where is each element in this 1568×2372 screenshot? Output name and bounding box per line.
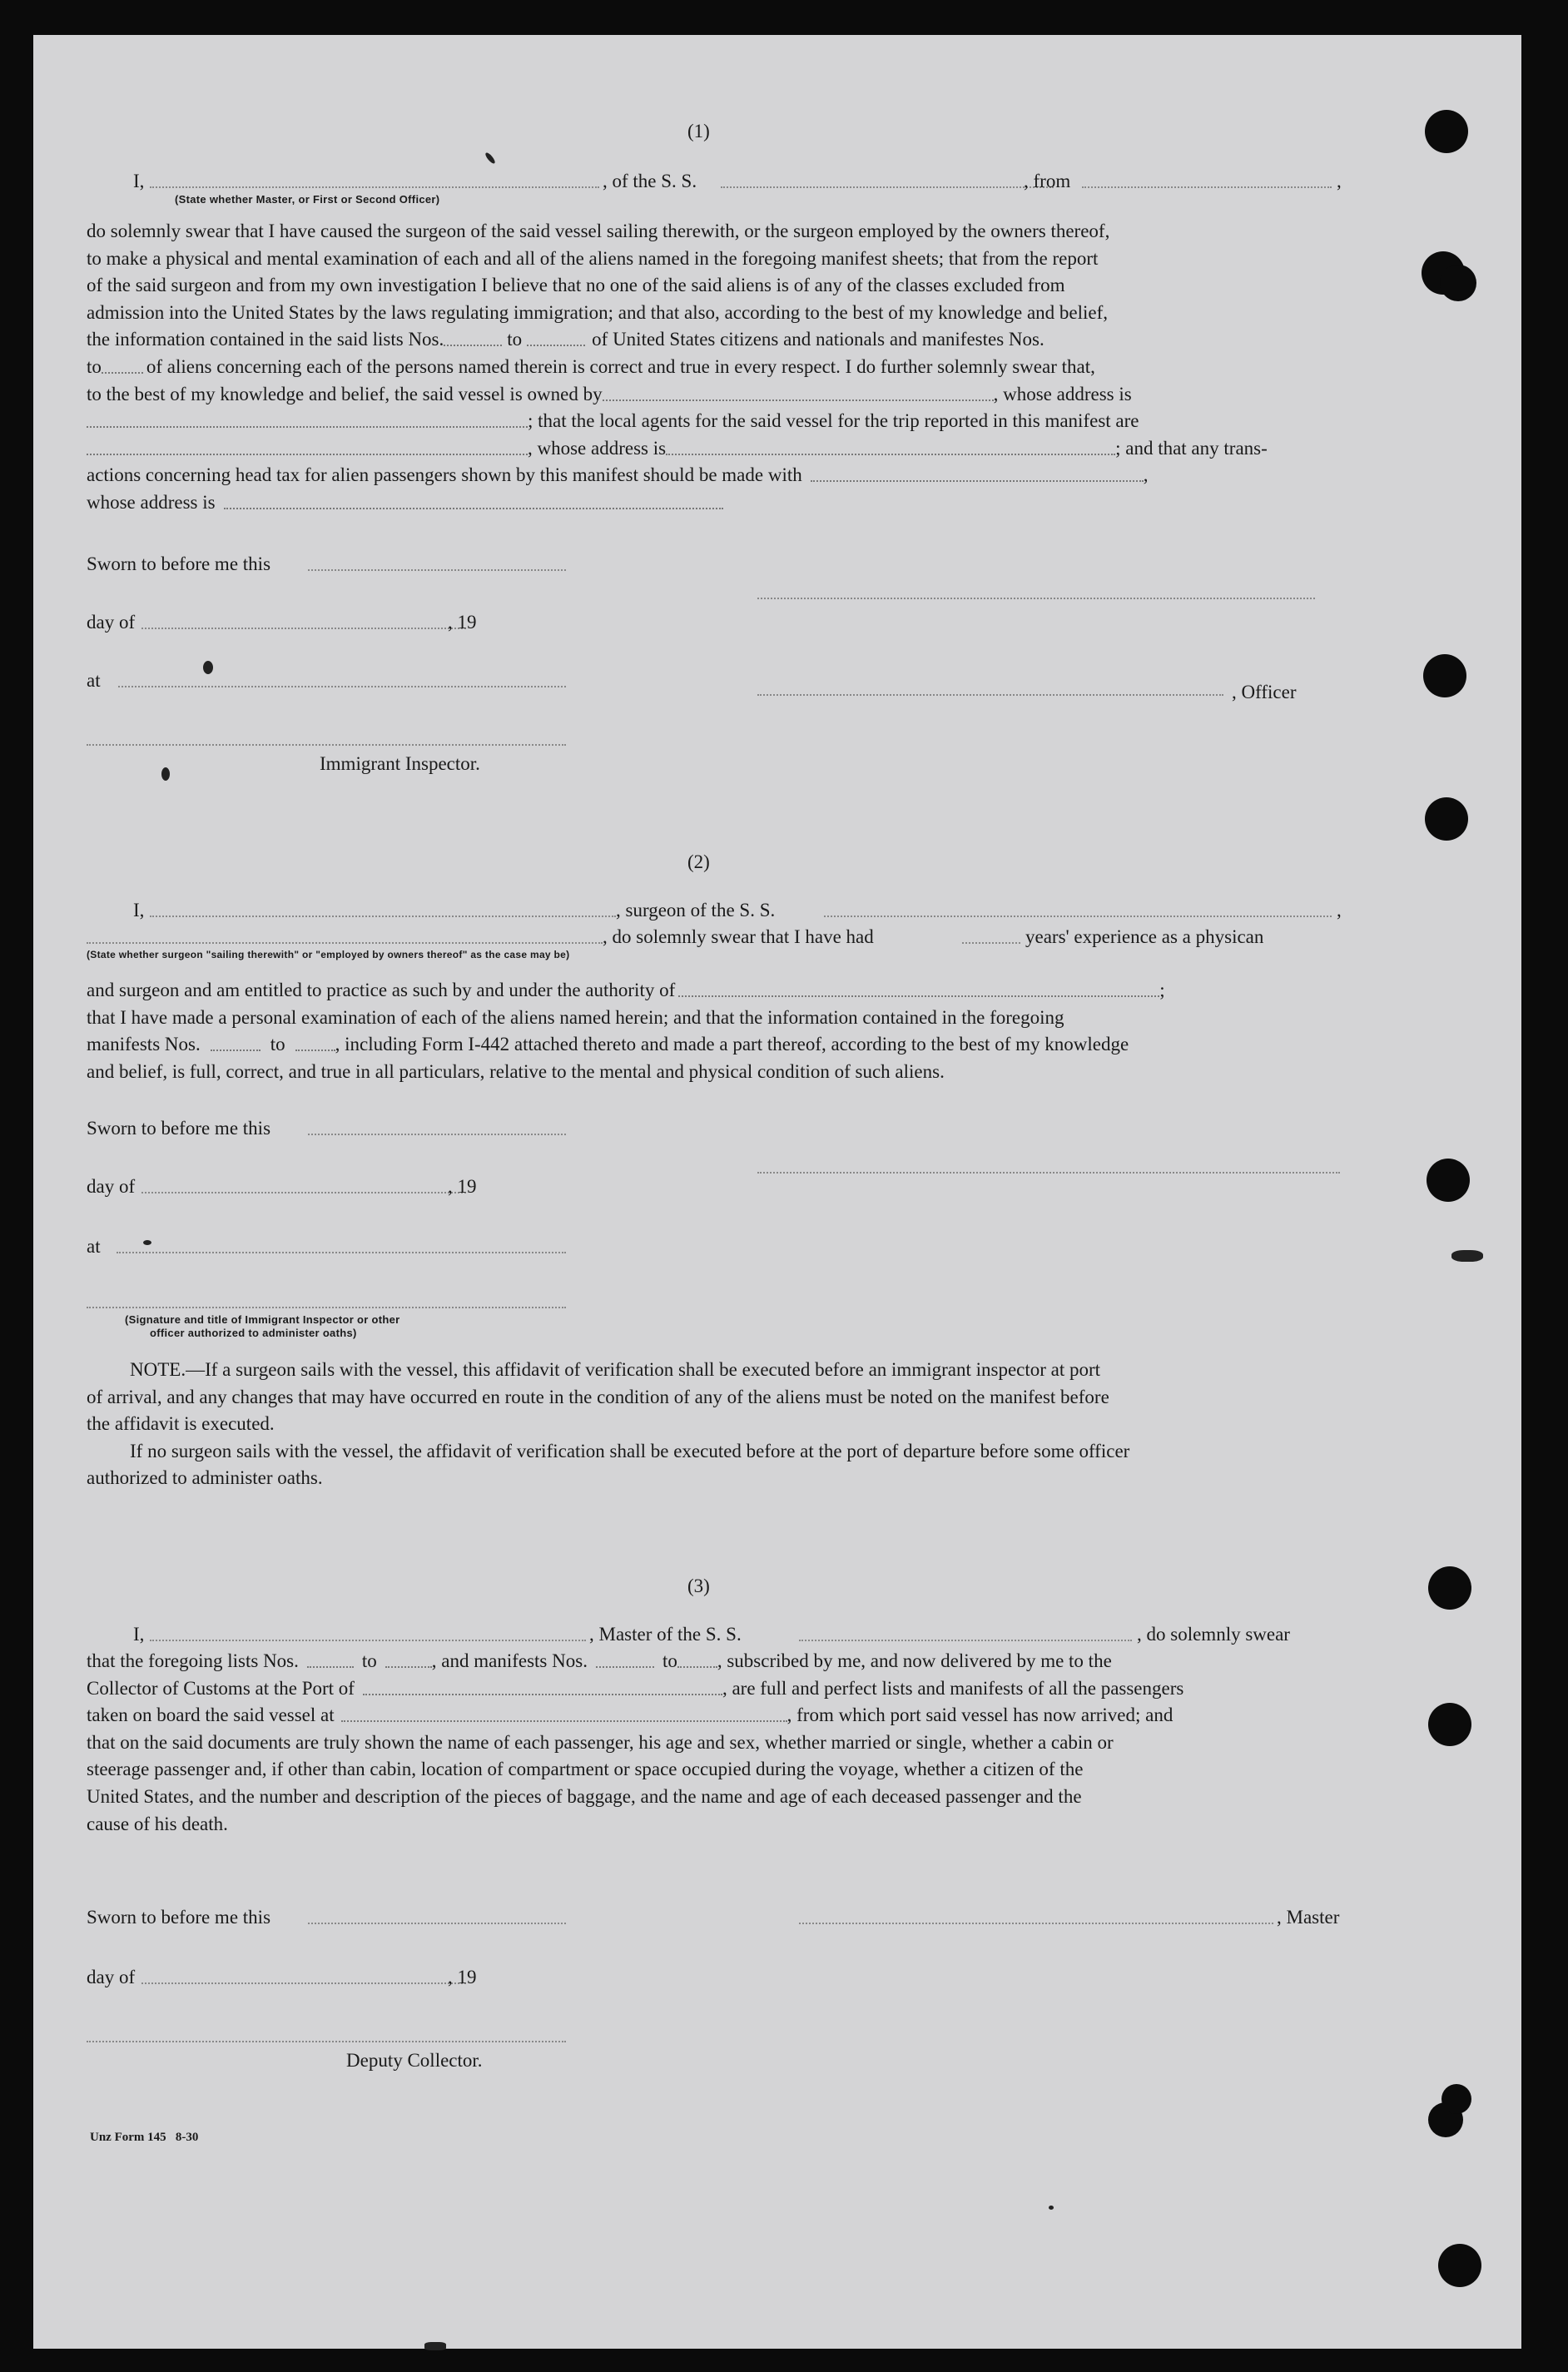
officer-note: (State whether Master, or First or Second Officer): [175, 193, 440, 206]
sec3-lists-from-field[interactable]: [307, 1648, 354, 1668]
sec1-officer-field[interactable]: [757, 694, 1223, 696]
sec1-agents: ; that the local agents for the said vessel for the trip reported in this manifest are: [528, 410, 1139, 432]
sec3-sworn: Sworn to before me this: [87, 1907, 271, 1928]
punch-hole: [1441, 2084, 1471, 2114]
punch-hole: [1428, 1566, 1471, 1610]
sec1-i: I,: [133, 171, 145, 191]
sec1-agents-addr: , whose address is: [528, 437, 667, 459]
sig-note-2: officer authorized to administer oaths): [150, 1327, 357, 1339]
sec3-arrived: , from which port said vessel has now arrived; and: [786, 1705, 1174, 1726]
ink-speck: [484, 151, 497, 165]
note-line: of arrival, and any changes that may have occurred en route in the condition of any of the aliens must be noted on the manifest before: [87, 1386, 1109, 1407]
section-3-number: (3): [687, 1576, 710, 1596]
sec1-line: do solemnly swear that I have caused the surgeon of the said vessel sailing therewith, or the surgeon employed by the owners thereof,: [87, 221, 1110, 241]
sec3-line: that on the said documents are truly shown the name of each passenger, his age and sex, whether married or single, whether a cabin or: [87, 1731, 1114, 1753]
ink-speck: [143, 1240, 151, 1245]
sec2-day-field[interactable]: [141, 1192, 466, 1193]
sec1-to2: to: [87, 355, 102, 377]
note2-line: If no surgeon sails with the vessel, the affidavit of verification shall be executed before at the port of departure before some officer: [130, 1440, 1130, 1461]
sec1-to: to: [507, 329, 523, 350]
agents-field[interactable]: [87, 435, 528, 455]
sec2-manifests: manifests Nos.: [87, 1034, 201, 1055]
manifest-affidavit-page: [33, 35, 1521, 2349]
sec1-trans: ; and that any trans-: [1115, 437, 1268, 459]
sec3-swear: , do solemnly swear: [1137, 1624, 1290, 1645]
sec1-comma: ,: [1337, 171, 1342, 191]
sec2-sworn-date-field[interactable]: [308, 1134, 566, 1135]
punch-hole: [1427, 1159, 1470, 1202]
section-2-body: [87, 977, 1350, 1085]
sec2-entitled: and surgeon and am entitled to practice as such by and under the authority of: [87, 980, 676, 1000]
sec2-surgeon-signature-field[interactable]: [757, 1172, 1340, 1174]
sec1-at: at: [87, 670, 101, 691]
sec3-manifests: , and manifests Nos.: [431, 1650, 588, 1671]
sec1-sworn: Sworn to before me this: [87, 553, 271, 574]
punch-hole: [1425, 797, 1468, 841]
sec2-sworn: Sworn to before me this: [87, 1118, 271, 1139]
from-port-field[interactable]: [1082, 186, 1332, 188]
sec2-swear: , do solemnly swear that I have had: [603, 926, 874, 947]
sec2-vessel-field[interactable]: [824, 916, 1332, 917]
note-block: [87, 1357, 1350, 1492]
vessel-name-field[interactable]: [721, 186, 1054, 188]
owner-field[interactable]: [603, 381, 994, 401]
sec3-taken: taken on board the said vessel at: [87, 1705, 335, 1726]
sec1-owned: to the best of my knowledge and belief, the said vessel is owned by: [87, 383, 603, 404]
ink-speck: [203, 661, 213, 674]
note-line: the affidavit is executed.: [87, 1413, 275, 1435]
manifests-to-field[interactable]: [102, 354, 143, 374]
sec2-manifests-to-field[interactable]: [295, 1031, 335, 1051]
authority-field[interactable]: [678, 977, 1159, 997]
section-2-number: (2): [687, 851, 710, 872]
sec1-sworn-date-field[interactable]: [308, 569, 566, 571]
punch-hole: [1423, 654, 1466, 697]
years-experience-field[interactable]: [962, 942, 1020, 944]
sec1-day-of: day of: [87, 612, 136, 633]
sec1-comma2: ,: [1143, 464, 1149, 486]
sec3-master: , Master: [1277, 1907, 1340, 1928]
sec2-semicolon: ;: [1159, 980, 1165, 1000]
punch-hole: [1425, 110, 1468, 153]
master-name-field[interactable]: [150, 186, 599, 188]
sec2-at: at: [87, 1236, 101, 1257]
form-number: Unz Form 145 8-30: [90, 2131, 199, 2144]
section-1-body: [87, 218, 1350, 517]
sec3-collector: Collector of Customs at the Port of: [87, 1677, 355, 1699]
lists-from-field[interactable]: [444, 326, 502, 346]
sec1-head-tax: actions concerning head tax for alien passengers shown by this manifest should be made with: [87, 464, 802, 486]
sec1-citizens: of United States citizens and nationals and manifestes Nos.: [592, 329, 1045, 350]
sec1-from: , from: [1024, 171, 1071, 191]
owner-address-field[interactable]: [87, 408, 528, 428]
head-tax-address-field[interactable]: [224, 489, 723, 509]
sec3-i: I,: [133, 1624, 145, 1645]
sec2-inspector-field[interactable]: [87, 1307, 566, 1308]
section-1-number: (1): [687, 121, 710, 141]
sec3-sworn-date-field[interactable]: [308, 1923, 566, 1924]
note2-line: authorized to administer oaths.: [87, 1467, 323, 1489]
sec3-line: steerage passenger and, if other than cabin, location of compartment or space occupied during the voyage, whether a citizen of the: [87, 1759, 1084, 1780]
note-line: NOTE.—If a surgeon sails with the vessel, this affidavit of verification shall be executed before an immigrant inspector at port: [130, 1359, 1101, 1380]
sec2-capacity-field[interactable]: [87, 942, 603, 944]
sec3-subscribed: , subscribed by me, and now delivered by me to the: [717, 1650, 1112, 1671]
sec2-surgeon-of: , surgeon of the S. S.: [616, 900, 776, 921]
port-field[interactable]: [363, 1675, 722, 1695]
sec2-form: , including Form I-442 attached thereto and made a part thereof, according to the best of my knowledge: [335, 1034, 1129, 1055]
sec3-deputy-field[interactable]: [87, 2041, 566, 2042]
surgeon-name-field[interactable]: [150, 916, 616, 917]
sec1-line: of the said surgeon and from my own investigation I believe that no one of the said aliens is of any of the classes excluded from: [87, 275, 1065, 296]
sec3-day-of: day of: [87, 1967, 136, 1987]
sec3-master-name-field[interactable]: [150, 1640, 586, 1641]
sec2-belief: and belief, is full, correct, and true in all particulars, relative to the mental and physical condition of such aliens.: [87, 1060, 945, 1082]
sec1-aliens: of aliens concerning each of the persons named therein is correct and true in every respect. I do further solemnly swear that,: [146, 355, 1095, 377]
sec3-day-field[interactable]: [141, 1982, 466, 1984]
sec1-year: , 19: [448, 612, 477, 633]
sec1-line: admission into the United States by the laws regulating immigration; and that also, according to the best of my knowledge and belief,: [87, 301, 1109, 323]
taken-on-board-field[interactable]: [341, 1702, 787, 1722]
sec2-comma: ,: [1337, 900, 1342, 921]
sec2-year: , 19: [448, 1176, 477, 1197]
sec3-lists-to-field[interactable]: [385, 1648, 432, 1668]
sec2-years: years' experience as a physican: [1025, 926, 1264, 947]
lists-to-field[interactable]: [527, 326, 585, 346]
ink-speck: [1049, 2206, 1054, 2210]
sec3-master-of: , Master of the S. S.: [589, 1624, 742, 1645]
sec2-day-of: day of: [87, 1176, 136, 1197]
sig-note-1: (Signature and title of Immigrant Inspector or other: [125, 1313, 400, 1326]
head-tax-field[interactable]: [811, 462, 1144, 482]
sec3-lists: that the foregoing lists Nos.: [87, 1650, 299, 1671]
sec1-info: the information contained in the said lists Nos.: [87, 329, 444, 350]
sec2-manifests-from-field[interactable]: [211, 1031, 261, 1051]
sec3-to1: to: [361, 1650, 377, 1671]
sec2-to: to: [270, 1034, 285, 1055]
ink-speck: [161, 767, 170, 781]
sec3-vessel-field[interactable]: [799, 1640, 1132, 1641]
sec1-officer: , Officer: [1232, 682, 1297, 702]
sec3-manifests-to-field[interactable]: [677, 1648, 717, 1668]
ink-speck: [424, 2342, 446, 2350]
surgeon-note: (State whether surgeon "sailing therewith" or "employed by owners thereof" as the case may be): [87, 949, 570, 960]
sec3-line: United States, and the number and description of the pieces of baggage, and the name and age of each deceased passenger and the: [87, 1785, 1082, 1807]
punch-hole: [1438, 2244, 1481, 2287]
ink-speck: [1451, 1250, 1483, 1262]
sec1-at-field[interactable]: [118, 686, 566, 687]
sec1-of-ss: , of the S. S.: [603, 171, 697, 191]
sec1-whose: whose address is: [87, 491, 216, 513]
sec1-officer-signature-field[interactable]: [757, 598, 1315, 599]
section-3-body: [87, 1648, 1350, 1838]
punch-hole: [1428, 1703, 1471, 1746]
sec2-i: I,: [133, 900, 145, 921]
sec3-manifests-from-field[interactable]: [596, 1648, 654, 1668]
sec3-perfect: , are full and perfect lists and manifests of all the passengers: [722, 1677, 1184, 1699]
sec2-at-field[interactable]: [117, 1252, 566, 1253]
sec3-master-signature-field[interactable]: [799, 1923, 1273, 1924]
sec3-last-line: cause of his death.: [87, 1813, 228, 1834]
punch-hole: [1440, 265, 1476, 301]
sec1-line: to make a physical and mental examination of each and all of the aliens named in the foregoing manifest sheets; that from the report: [87, 247, 1099, 269]
sec2-exam: that I have made a personal examination of each of the aliens named herein; and that the information contained in the foregoing: [87, 1006, 1064, 1028]
sec3-to2: to: [662, 1650, 677, 1671]
sec1-day-field[interactable]: [141, 628, 466, 629]
sec3-year: , 19: [448, 1967, 477, 1987]
sec1-inspector: Immigrant Inspector.: [320, 753, 480, 774]
sec1-inspector-field[interactable]: [87, 744, 566, 746]
sec3-deputy: Deputy Collector.: [346, 2050, 483, 2071]
sec1-owner-addr: , whose address is: [993, 383, 1132, 404]
agents-address-field[interactable]: [666, 435, 1115, 455]
